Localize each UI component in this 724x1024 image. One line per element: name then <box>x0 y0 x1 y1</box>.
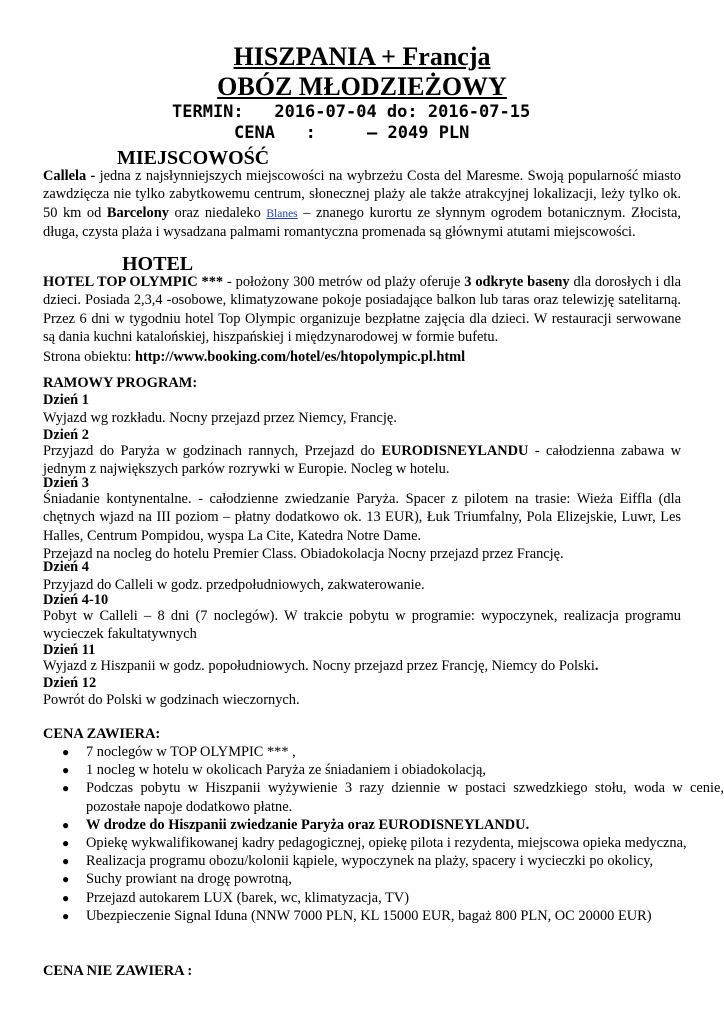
day-text: Przyjazd do Paryża w godzinach rannych, Przejazd do EURODISNEYLANDU - całodzienna zabawa w jednym z największych parków rozrywki w Europie. Nocleg w hotelu. <box>43 443 681 478</box>
heading-location: MIEJSCOWOŚĆ <box>117 147 270 169</box>
bullet-icon: ● <box>62 836 70 851</box>
day-text: Wyjazd wg rozkładu. Nocny przejazd przez Niemcy, Francję. <box>43 410 397 426</box>
term-dates: TERMIN: 2016-07-04 do: 2016-07-15 <box>172 102 531 122</box>
heading-price-includes: CENA ZAWIERA: <box>43 726 161 742</box>
bullet-icon: ● <box>62 781 70 796</box>
bullet-icon: ● <box>62 817 70 832</box>
bullet-icon: ● <box>62 872 70 887</box>
day-title: Dzień 4 <box>43 559 89 575</box>
blanes-link[interactable]: Blanes <box>266 207 298 220</box>
bullet-icon: ● <box>62 763 70 778</box>
day-text: Wyjazd z Hiszpanii w godz. popołudniowych. Nocny przejazd przez Francję, Niemcy do Polski. <box>43 658 599 674</box>
list-item: ● Podczas pobytu w Hiszpanii wyżywienie 3 razy dziennie w postaci szwedzkiego stołu, woda w cenie, pozostałe napoje dodatkowo płatne. <box>62 780 724 815</box>
day-title: Dzień 2 <box>43 427 89 443</box>
bullet-icon: ● <box>62 854 70 869</box>
list-item: ● 7 noclegów w TOP OLYMPIC *** , <box>62 744 296 760</box>
list-item: ● Przejazd autokarem LUX (barek, wc, klimatyzacja, TV) <box>62 889 409 906</box>
list-item: ● Suchy prowiant na drogę powrotną, <box>62 871 292 888</box>
title-camp-type: OBÓZ MŁODZIEŻOWY <box>217 72 507 101</box>
day-text: Pobyt w Calleli – 8 dni (7 noclegów). W trakcie pobytu w programie: wypoczynek, realizacja programu wycieczek fakultatywnych <box>43 608 681 643</box>
day-title: Dzień 4-10 <box>43 592 109 608</box>
day-text: Powrót do Polski w godzinach wieczornych. <box>43 692 300 708</box>
list-item: ● W drodze do Hiszpanii zwiedzanie Paryża oraz EURODISNEYLANDU. <box>62 816 530 833</box>
day-title: Dzień 11 <box>43 642 96 658</box>
list-item: ● Opiekę wykwalifikowanej kadry pedagogicznej, opiekę pilota i rezydenta, miejscowa opieka medyczna, <box>62 835 687 852</box>
hotel-description: HOTEL TOP OLYMPIC *** - położony 300 metrów od plaży oferuje 3 odkryte baseny dla dorosłych i dla dzieci. Posiada 2,3,4 -osobowe, klimatyzowane pokoje posiadające balkon lub taras oraz telewizję satelitarną. Przez 6 dni w tygodniu hotel Top Olympic organizuje bezpłatne zajęcia dla dzieci. W restauracji serwowane są dania kuchni katalońskiej, hiszpańskiej i międzynarodowej w formie bufetu. <box>43 274 681 345</box>
location-description: Callela - jedna z najsłynniejszych miejscowości na wybrzeżu Costa del Maresme. Swoją popularność miasto zawdzięcza nie tylko zabytkowemu centrum, słonecznej plaży ale także atrakcyjnej lokalizacji, leży tylko ok. 50 km od Barcelony oraz niedaleko Blanes – znanego kurortu ze słynnym ogrodem botanicznym. Złocista, długa, czysta plaża i wysadzana palmami romantyczna promenada są głównymi atutami miejscowości. <box>43 168 682 240</box>
heading-price-excludes: CENA NIE ZAWIERA : <box>43 963 193 979</box>
hotel-website-url[interactable]: http://www.booking.com/hotel/es/htopolympic.pl.html <box>134 349 466 365</box>
heading-hotel: HOTEL <box>122 253 194 275</box>
city-name: Barcelony <box>106 204 169 221</box>
list-item: ● 1 nocleg w hotelu w okolicach Paryża ze śniadaniem i obiadokolacją, <box>62 762 487 779</box>
day-text: Przyjazd do Calleli w godz. przedpołudniowych, zakwaterowanie. <box>43 577 425 593</box>
day-text-continued: Przejazd na nocleg do hotelu Premier Class. Obiadokolacja Nocny przejazd przez Francję. <box>43 546 564 562</box>
day-title: Dzień 3 <box>43 475 89 491</box>
bullet-icon: ● <box>62 908 70 923</box>
price-line: CENA : – 2049 PLN <box>234 123 470 143</box>
day-text: Śniadanie kontynentalne. - całodzienne zwiedzanie Paryża. Spacer z pilotem na trasie: Wieża Eiffla (dla chętnych wjazd na III poziom – płatny dodatkowo ok. 13 EUR), Łuk Triumfalny, Pola Elizejskie, Luwr, Les Halles, Centrum Pompidou, wyspa La Cite, Katedra Notre Dame. <box>43 491 681 544</box>
day-title: Dzień 1 <box>43 392 89 408</box>
list-item: ● Ubezpieczenie Signal Iduna (NNW 7000 PLN, KL 15000 EUR, bagaż 800 PLN, OC 20000 EUR) <box>62 907 652 924</box>
bullet-icon: ● <box>62 745 70 759</box>
title-destination: HISZPANIA + Francja <box>233 42 491 71</box>
bullet-icon: ● <box>62 890 70 905</box>
heading-program: RAMOWY PROGRAM: <box>43 375 198 391</box>
hotel-website: Strona obiektu: http://www.booking.com/hotel/es/htopolympic.pl.html <box>43 349 466 365</box>
list-item: ● Realizacja programu obozu/kolonii kąpiele, wypoczynek na plaży, spacery i wycieczki po okolicy, <box>62 853 654 870</box>
day-title: Dzień 12 <box>43 675 97 691</box>
pools-highlight: 3 odkryte baseny <box>464 274 570 290</box>
location-name: Callela - <box>43 168 96 184</box>
hotel-name: HOTEL TOP OLYMPIC *** <box>43 274 224 290</box>
price-includes-list <box>43 743 724 925</box>
